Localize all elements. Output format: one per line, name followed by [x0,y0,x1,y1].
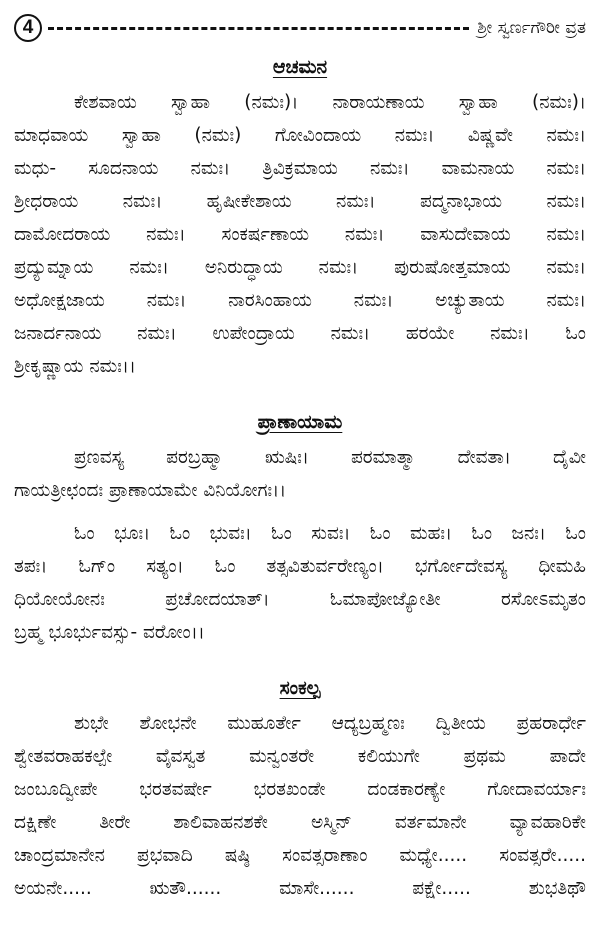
text-line: ಶ್ರೀಕೃಷ್ಣಾಯ ನಮಃ।। [14,356,136,377]
text-line: ಚಾಂದ್ರಮಾನೇನ ಪ್ರಭವಾದಿ ಷಷ್ಠಿ ಸಂವತ್ಸರಾಣಾಂ ಮಧ್ಯೇ..... ಸಂವತ್ಸರೇ..... [14,845,586,866]
section-heading-pranayama: ಪ್ರಾಣಾಯಾಮ [257,411,343,433]
text-line: ಮಾಧವಾಯ ಸ್ವಾಹಾ (ನಮಃ) ಗೋವಿಂದಾಯ ನಮಃ। ವಿಷ್ಣವೇ ನಮಃ। [14,125,586,146]
text-line: ಜನಾರ್ದನಾಯ ನಮಃ। ಉಪೇಂದ್ರಾಯ ನಮಃ। ಹರಯೇ ನಮಃ। ಓಂ [14,323,586,344]
text-line: ಅಯನೇ..... ಋತೌ...... ಮಾಸೇ...... ಪಕ್ಷೇ..... ಶುಭತಿಥೌ [14,878,586,899]
achamana-text [14,86,586,383]
text-line: ಗಾಯತ್ರೀಛಂದಃ ಪ್ರಾಣಾಯಾಮೇ ವಿನಿಯೋಗಃ।। [14,480,287,501]
text-line: ಬ್ರಹ್ಮ ಭೂರ್ಭುವಸ್ಸು- ವರೋಂ।। [14,622,205,643]
page-header [14,10,586,46]
text-line: ಶ್ವೇತವರಾಹಕಲ್ಪೇ ವೈವಸ್ವತ ಮನ್ವಂತರೇ ಕಲಿಯುಗೇ ಪ್ರಥಮ ಪಾದೇ [14,746,586,767]
header-dashed-rule [48,27,469,30]
spacer [14,649,586,667]
paragraph-gap [14,507,586,517]
text-line: ತಪಃ। ಓಗ್ಂ ಸತ್ಯಂ। ಓಂ ತತ್ಸವಿತುರ್ವರೇಣ್ಯಂ। ಭರ್ಗೋದೇವಸ್ಯ ಧೀಮಹಿ [14,556,586,577]
spacer [14,383,586,401]
text-line: ಮಧು- ಸೂದನಾಯ ನಮಃ। ತ್ರಿವಿಕ್ರಮಾಯ ನಮಃ। ವಾಮನಾಯ ನಮಃ। [14,158,586,179]
sankalpa-text [14,707,586,905]
pranayama-text [14,441,586,649]
running-title: ಶ್ರೀ ಸ್ವರ್ಣಗೌರೀ ವ್ರತ [477,18,586,38]
text-line: ಕೇಶವಾಯ ಸ್ವಾಹಾ (ನಮಃ)। ನಾರಾಯಣಾಯ ಸ್ವಾಹಾ (ನಮಃ)। [74,92,586,113]
text-line: ಜಂಬೂದ್ವೀಪೇ ಭರತವರ್ಷೇ ಭರತಖಂಡೇ ದಂಡಕಾರಣ್ಯೇ ಗೋದಾವರ್ಯಾಃ [14,779,586,800]
section-heading-sankalpa: ಸಂಕಲ್ಪ [279,677,321,699]
text-line: ಶುಭೇ ಶೋಭನೇ ಮುಹೂರ್ತೇ ಆದ್ಯಬ್ರಹ್ಮಣಃ ದ್ವಿತೀಯ ಪ್ರಹರಾರ್ಧೇ [74,713,586,734]
page-number: 4 [14,14,42,42]
text-line: ಶ್ರೀಧರಾಯ ನಮಃ। ಹೃಷೀಕೇಶಾಯ ನಮಃ। ಪದ್ಮನಾಭಾಯ ನಮಃ। [14,191,586,212]
text-line: ಧಿಯೋಯೋನಃ ಪ್ರಚೋದಯಾತ್। ಓಮಾಪೋಜ್ಯೋತೀ ರಸೋಽಮೃತಂ [14,589,586,610]
text-line: ದಕ್ಷಿಣೇ ತೀರೇ ಶಾಲಿವಾಹನಶಕೇ ಅಸ್ಮಿನ್ ವರ್ತಮಾನೇ ವ್ಯಾವಹಾರಿಕೇ [14,812,586,833]
text-line: ಪ್ರಣವಸ್ಯ ಪರಬ್ರಹ್ಮಾ ಋಷಿಃ। ಪರಮಾತ್ಮಾ ದೇವತಾ। ದೈವೀ [74,447,586,468]
section-heading-achamana: ಆಚಮನ [272,56,328,78]
text-line: ಅಧೋಕ್ಷಜಾಯ ನಮಃ। ನಾರಸಿಂಹಾಯ ನಮಃ। ಅಚ್ಯುತಾಯ ನಮಃ। [14,290,586,311]
text-line: ಓಂ ಭೂಃ। ಓಂ ಭುವಃ। ಓಂ ಸುವಃ। ಓಂ ಮಹಃ। ಓಂ ಜನಃ। ಓಂ [74,523,586,544]
text-line: ದಾಮೋದರಾಯ ನಮಃ। ಸಂಕರ್ಷಣಾಯ ನಮಃ। ವಾಸುದೇವಾಯ ನಮಃ। [14,224,586,245]
text-line: ಪ್ರದ್ಯುಮ್ನಾಯ ನಮಃ। ಅನಿರುದ್ಧಾಯ ನಮಃ। ಪುರುಷೋತ್ತಮಾಯ ನಮಃ। [14,257,586,278]
